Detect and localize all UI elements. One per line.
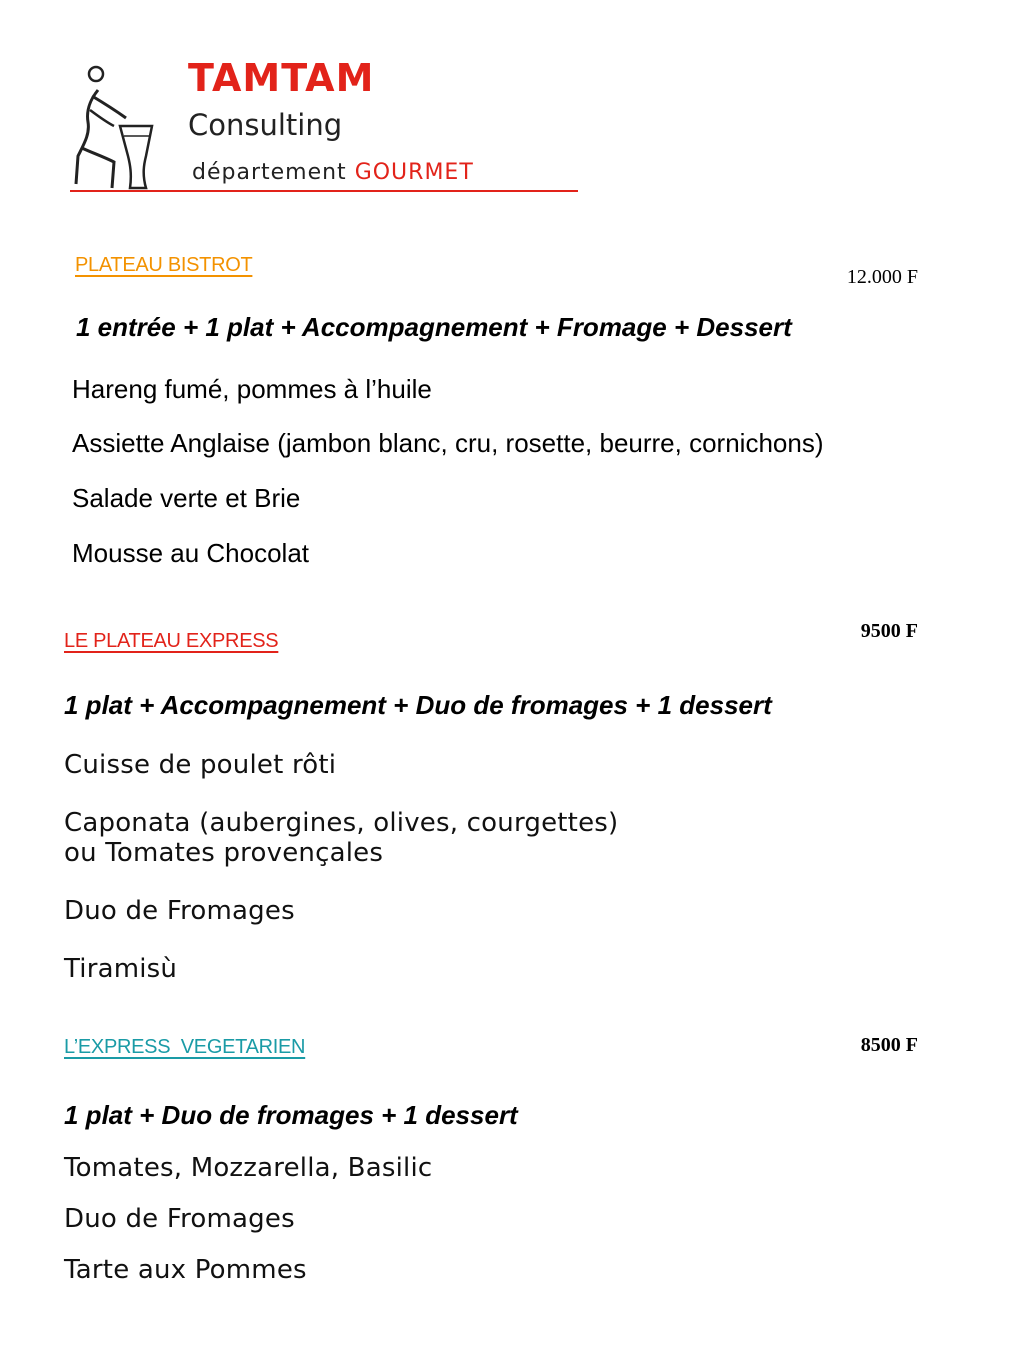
section-title-express: LE PLATEAU EXPRESS (64, 630, 279, 652)
logo-department-highlight: GOURMET (354, 160, 474, 185)
menu-item: Tarte aux Pommes (64, 1255, 307, 1285)
menu-item: Duo de Fromages (64, 1204, 295, 1234)
section-formula-bistrot: 1 entrée + 1 plat + Accompagnement + Fromage + Dessert (76, 312, 792, 342)
menu-item: Assiette Anglaise (jambon blanc, cru, rosette, beurre, cornichons) (72, 428, 824, 458)
menu-item: Duo de Fromages (64, 896, 295, 926)
menu-item: Caponata (aubergines, olives, courgettes) (64, 808, 619, 838)
logo-brand: TAMTAM (188, 56, 375, 100)
menu-item: Salade verte et Brie (72, 483, 301, 513)
section-price-vegetarien: 8500 F (860, 1034, 918, 1056)
logo-subtitle: Consulting (188, 108, 343, 142)
drummer-icon (68, 52, 188, 197)
section-price-express: 9500 F (860, 620, 918, 642)
menu-item: Mousse au Chocolat (72, 538, 310, 568)
menu-item: Tomates, Mozzarella, Basilic (64, 1153, 433, 1183)
section-title-vegetarien: L’EXPRESS VEGETARIEN (64, 1036, 306, 1058)
section-title-bistrot: PLATEAU BISTROT (75, 254, 253, 276)
logo-divider (70, 190, 578, 192)
menu-item: ou Tomates provençales (64, 838, 384, 868)
logo-department (192, 160, 474, 185)
menu-item: Hareng fumé, pommes à l’huile (72, 374, 432, 404)
menu-item: Cuisse de poulet rôti (64, 750, 337, 780)
logo-department-label: département (192, 160, 347, 185)
logo (68, 52, 588, 202)
section-formula-vegetarien: 1 plat + Duo de fromages + 1 dessert (64, 1100, 518, 1130)
section-price-bistrot: 12.000 F (846, 266, 918, 288)
section-formula-express: 1 plat + Accompagnement + Duo de fromages + 1 dessert (64, 690, 772, 720)
menu-item: Tiramisù (64, 954, 178, 984)
